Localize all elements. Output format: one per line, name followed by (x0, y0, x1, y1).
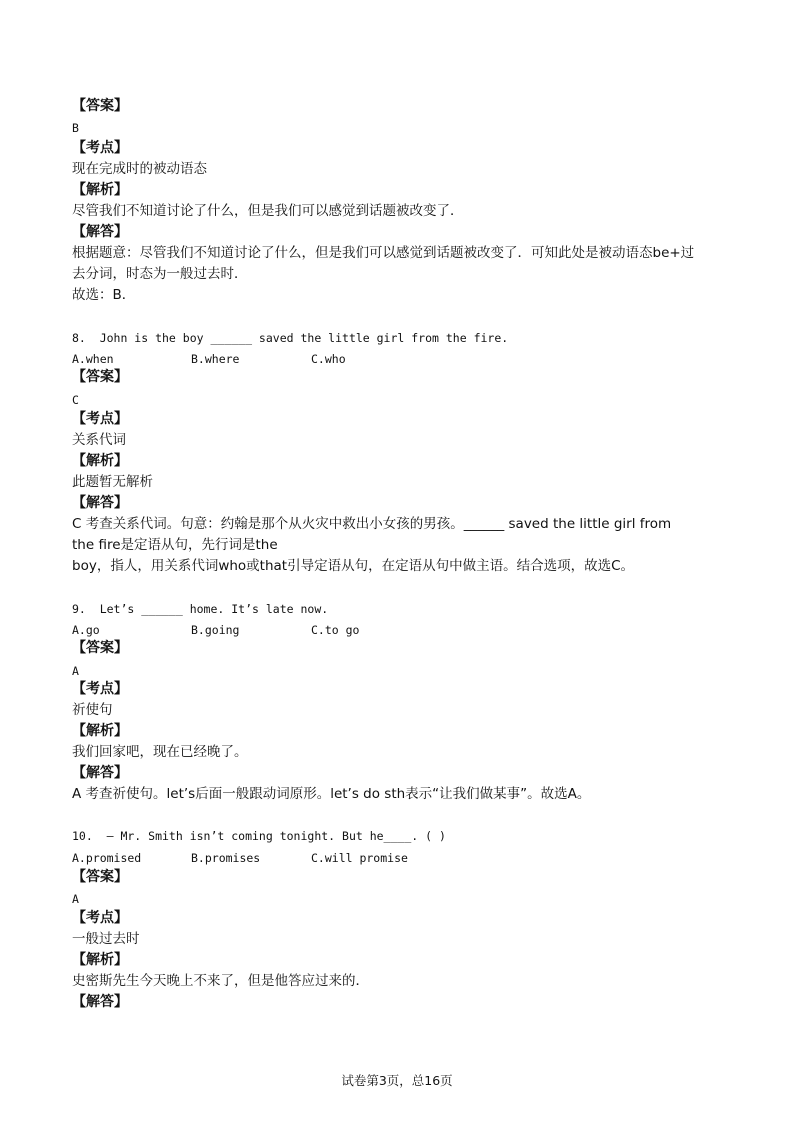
q10-option-c: C.will promise (311, 851, 408, 865)
point-label: 【考点】 (72, 140, 128, 156)
analysis-label: 【解析】 (72, 723, 128, 739)
answer-value: B (72, 121, 79, 135)
point-value: 现在完成时的被动语态 (72, 161, 207, 177)
solution-text-line: C 考查关系代词。句意：约翰是那个从火灾中救出小女孩的男孩。______ saved the little girl from (72, 516, 672, 532)
q10-option-b: B.promises (191, 851, 261, 865)
analysis-label: 【解析】 (72, 182, 128, 198)
question-9-text: 9. Let’s ______ home. It’s late now. (72, 602, 329, 616)
point-value: 关系代词 (72, 432, 126, 448)
solution-text-line: 故选：B． (72, 287, 136, 303)
q8-option-c: C.who (311, 352, 346, 366)
answer-label: 【答案】 (72, 640, 128, 656)
question-8-text: 8. John is the boy ______ saved the little girl from the fire. (72, 331, 509, 345)
q10-option-a: A.promised (72, 851, 142, 865)
solution-text-line: 去分词，时态为一般过去时． (72, 266, 248, 282)
point-value: 祈使句 (72, 702, 113, 718)
solution-label: 【解答】 (72, 994, 128, 1010)
answer-value: A (72, 892, 79, 906)
q9-option-a: A.go (72, 623, 100, 637)
q9-option-c: C.to go (311, 623, 360, 637)
solution-text-line: the fire是定语从句，先行词是the (72, 537, 278, 553)
q8-option-a: A.when (72, 352, 114, 366)
q8-option-b: B.where (191, 352, 240, 366)
point-value: 一般过去时 (72, 931, 140, 947)
question-10-text: 10. – Mr. Smith isn’t coming tonight. But he____. ( ) (72, 829, 446, 843)
point-label: 【考点】 (72, 681, 128, 697)
q9-option-b: B.going (191, 623, 240, 637)
answer-label: 【答案】 (72, 369, 128, 385)
analysis-text: 我们回家吧，现在已经晚了。 (72, 744, 248, 760)
page-footer: 试卷第3页，总16页 (341, 1073, 453, 1088)
solution-label: 【解答】 (72, 765, 128, 781)
point-label: 【考点】 (72, 411, 128, 427)
solution-text-line: 根据题意：尽管我们不知道讨论了什么，但是我们可以感觉到话题被改变了．可知此处是被动语态be+过 (72, 245, 695, 261)
analysis-text: 史密斯先生今天晚上不来了，但是他答应过来的． (72, 973, 369, 989)
answer-label: 【答案】 (72, 869, 128, 885)
answer-label: 【答案】 (72, 98, 128, 114)
answer-value: A (72, 664, 79, 678)
solution-text-line: A 考查祈使句。let’s后面一般跟动词原形。let’s do sth表示“让我们做某事”。故选A。 (72, 786, 591, 802)
solution-label: 【解答】 (72, 224, 128, 240)
analysis-text: 此题暂无解析 (72, 474, 153, 490)
analysis-text: 尽管我们不知道讨论了什么，但是我们可以感觉到话题被改变了． (72, 203, 464, 219)
analysis-label: 【解析】 (72, 453, 128, 469)
solution-text-line: boy，指人，用关系代词who或that引导定语从句，在定语从句中做主语。结合选项，故选C。 (72, 558, 635, 574)
analysis-label: 【解析】 (72, 952, 128, 968)
exam-page (72, 0, 722, 1123)
solution-label: 【解答】 (72, 495, 128, 511)
point-label: 【考点】 (72, 910, 128, 926)
answer-value: C (72, 393, 79, 407)
